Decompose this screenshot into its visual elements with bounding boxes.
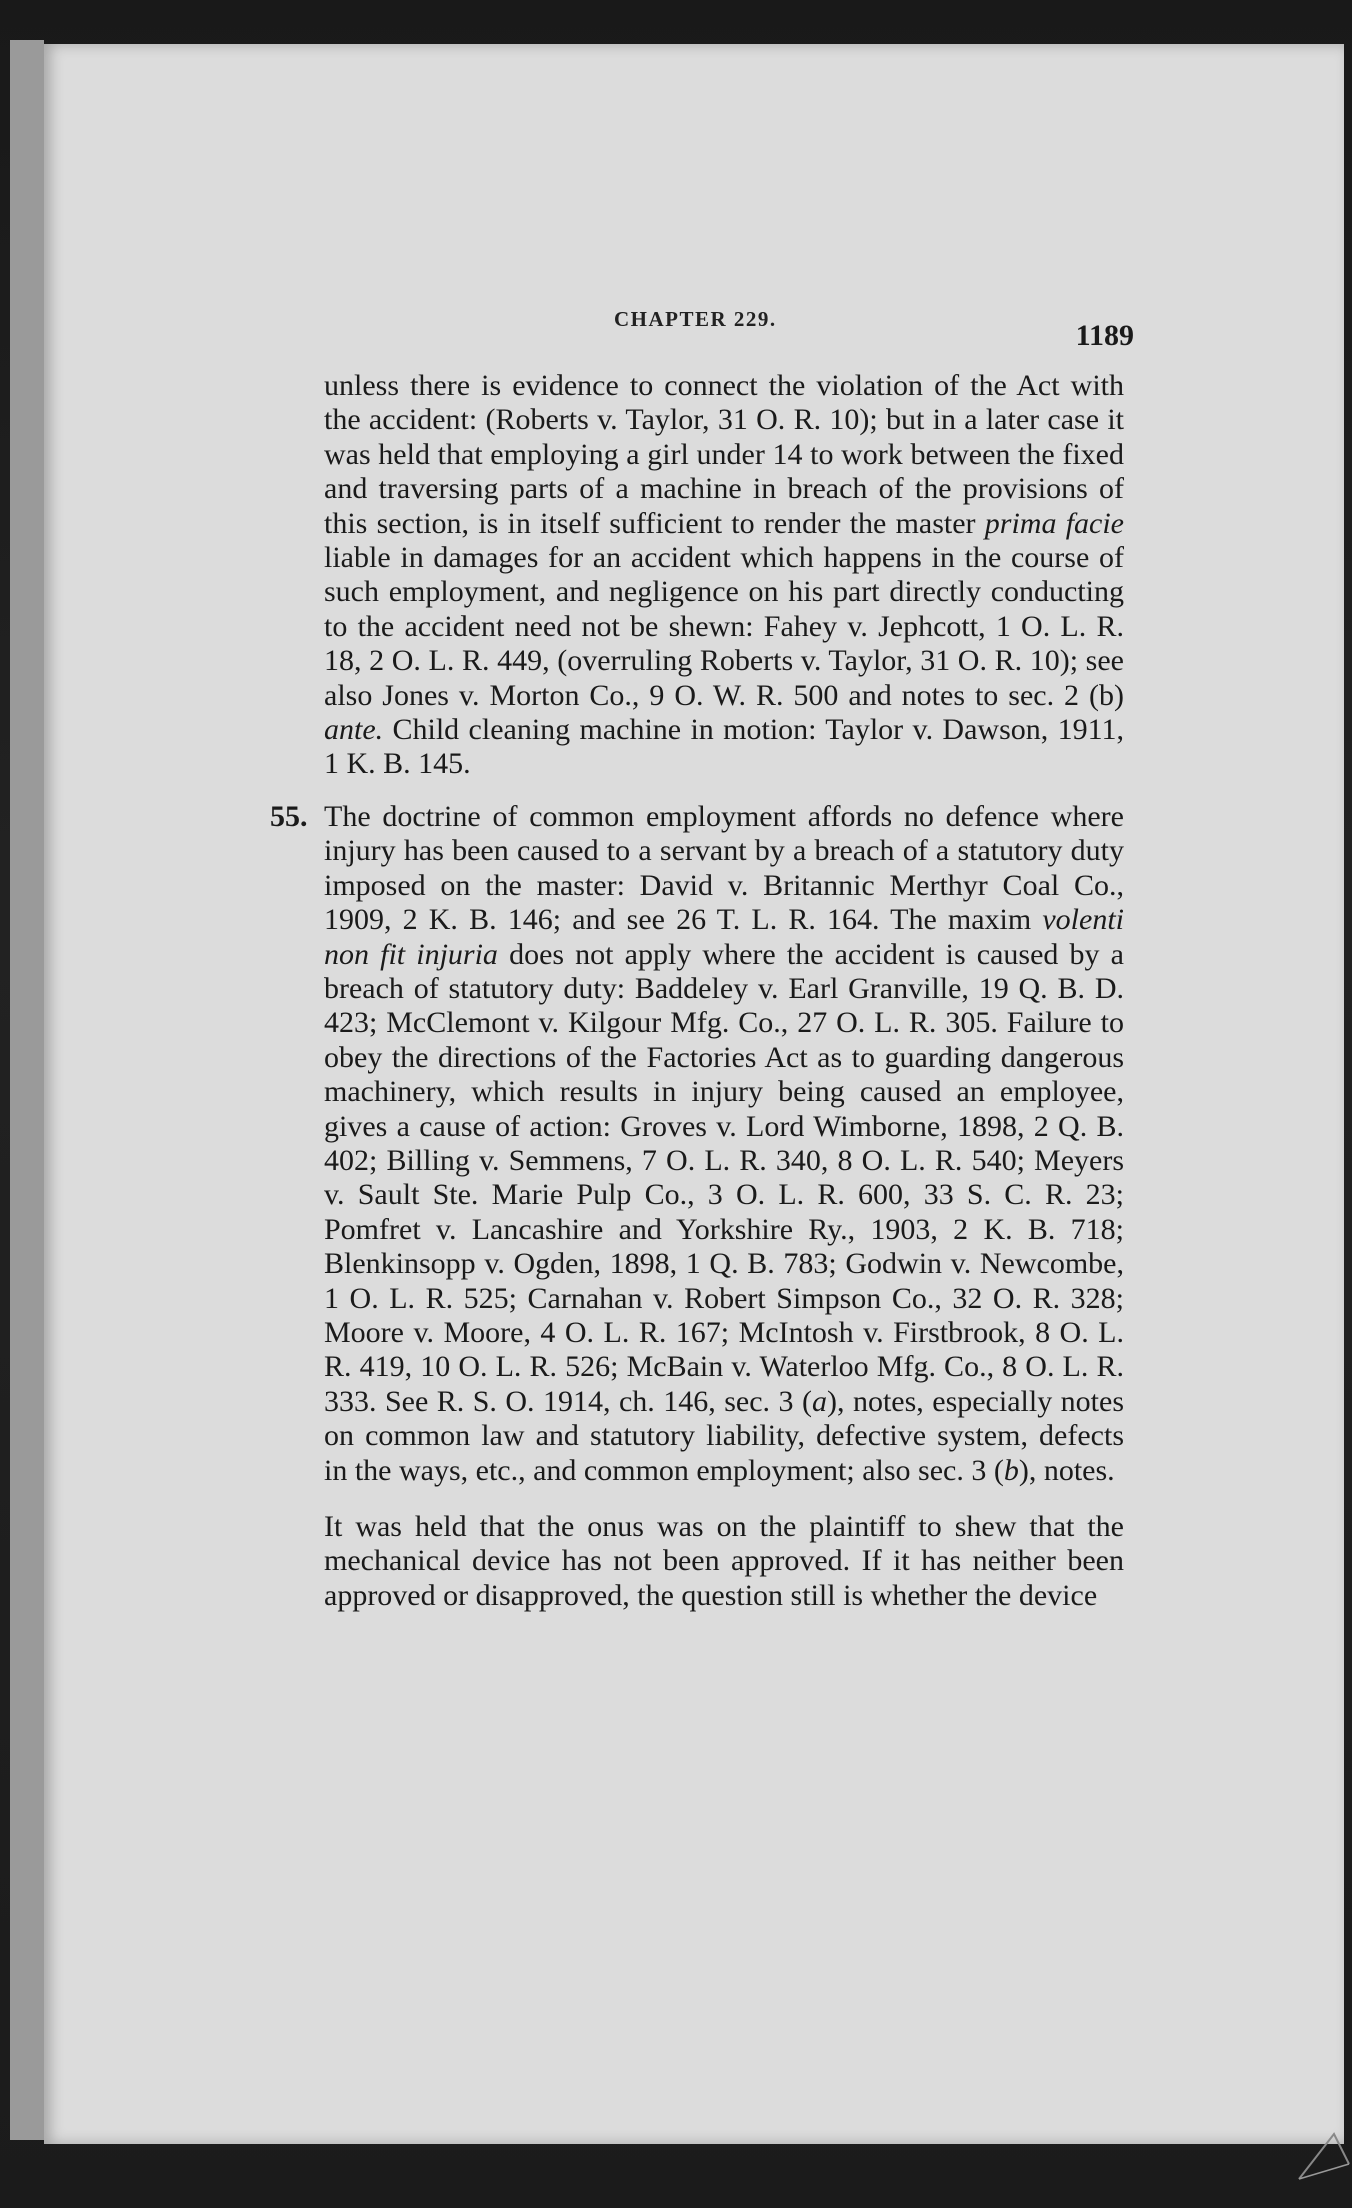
text-run: does not apply where the accident is caused by a breach of statutory duty: Baddeley v. Earl Granville, 19 Q. B. D. 423; McClemont v. Kilgour Mfg. Co., 27 O. L. R. 305. Failure to obey the directions of the Factories Act as to guarding dangerous machinery, which results in injury being caused an employee, gives a cause of action: Groves v. Lord Wimborne, 1898, 2 Q. B. 402; Billing v. Semmens, 7 O. L. R. 340, 8 O. L. R. 540; Meyers v. Sault Ste. Marie Pulp Co., 3 O. L. R. 600, 33 S. C. R. 23; Pomfret v. Lancashire and Yorkshire Ry., 1903, 2 K. B. 718; Blenkinsopp v. Ogden, 1898, 1 Q. B. 783; Godwin v. Newcombe, 1 O. L. R. 525; Carnahan v. Robert Simpson Co., 32 O. R. 328; Moore v. Moore, 4 O. L. R. 167; McIntosh v. Firstbrook, 8 O. L. R. 419, 10 O. L. R. 526; McBain v. Waterloo Mfg. Co., 8 O. L. R. 333. See R. S. O. 1914, ch. 146, sec. 3 ( bbox=[324, 937, 1124, 1418]
page-number: 1189 bbox=[1075, 319, 1134, 352]
page-binding-edge bbox=[10, 40, 44, 2140]
italic-text: ante. bbox=[324, 713, 384, 747]
paragraph-numbered bbox=[270, 799, 1124, 1488]
italic-text: b bbox=[1003, 1453, 1019, 1487]
italic-text: volenti non fit injuria bbox=[324, 903, 1124, 971]
paragraph-number: 55. bbox=[270, 799, 308, 833]
text-run: ), notes. bbox=[1018, 1453, 1115, 1487]
text-run: unless there is evidence to connect the violation of the Act with the accident: (Roberts v. Taylor, 31 O. R. 10); but in a later case it was held that employing a girl under 14 to work between the fixed and traversing parts of a machine in breach of the provisions of this section, is in itself sufficient to render the master bbox=[324, 369, 1124, 540]
book-page bbox=[44, 44, 1344, 2144]
running-head: CHAPTER 229. bbox=[614, 307, 777, 331]
text-run: liable in damages for an accident which happens in the course of such employment, and negligence on his part directly conducting to the accident need not be shewn: Fahey v. Jephcott, 1 O. L. R. 18, 2 O. L. R. 449, (overruling Roberts v. Taylor, 31 O. R. 10); see also Jones v. Morton Co., 9 O. W. R. 500 and notes to sec. 2 (b) bbox=[324, 541, 1124, 712]
italic-text: a bbox=[812, 1384, 827, 1418]
text-run: It was held that the onus was on the plaintiff to shew that the mechanical device has not been approved. If it has neither been approved or disapproved, the question still is whether the device bbox=[324, 1510, 1124, 1612]
page-header bbox=[294, 299, 1134, 359]
text-run: ), notes, especially notes on common law and statutory liability, defective system, defects in the ways, etc., and common employment; also sec. 3 ( bbox=[324, 1384, 1124, 1487]
page-body bbox=[270, 369, 1124, 1631]
italic-text: prima facie bbox=[984, 506, 1124, 540]
page-corner-fold bbox=[1294, 2124, 1352, 2184]
text-run: The doctrine of common employment affords no defence where injury has been caused to a servant by a breach of a statutory duty imposed on the master: David v. Britannic Merthyr Coal Co., 1909, 2 K. B. 146; and see 26 T. L. R. 164. The maxim bbox=[324, 799, 1124, 937]
text-run: Child cleaning machine in motion: Taylor v. Dawson, 1911, 1 K. B. 145. bbox=[324, 713, 1124, 781]
paragraph bbox=[324, 369, 1124, 782]
paragraph bbox=[324, 1510, 1124, 1613]
